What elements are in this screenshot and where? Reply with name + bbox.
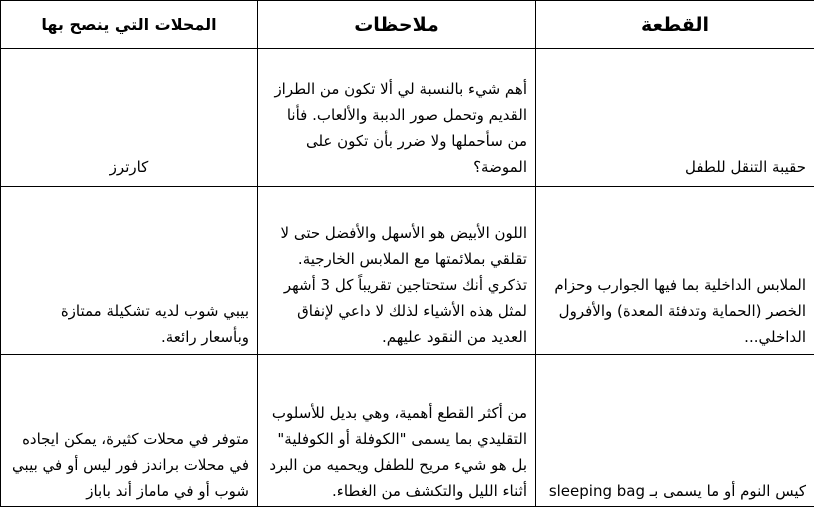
cell-notes: أهم شيء بالنسبة لي ألا تكون من الطراز القديم وتحمل صور الدببة والألعاب. فأنا من سأحملها ولا ضرر بأن تكون على الموضة؟: [258, 49, 536, 187]
header-row: [1, 1, 814, 49]
cell-notes: اللون الأبيض هو الأسهل والأفضل حتى لا تقلقي بملائمتها مع الملابس الخارجية. تذكري أنك ستحتاجين تقريباً كل 3 أشهر لمثل هذه الأشياء لذلك لا داعي لإنفاق العديد من النقود عليهم.: [258, 187, 536, 355]
cell-shops: كارترز: [1, 49, 258, 187]
table-row: [1, 355, 814, 507]
cell-item: حقيبة التنقل للطفل: [536, 49, 814, 187]
header-item: القطعة: [536, 1, 814, 49]
cell-shops: متوفر في محلات كثيرة، يمكن ايجاده في محلات براندز فور ليس أو في بيبي شوب أو في ماماز أند باباز: [1, 355, 258, 507]
cell-shops: بيبي شوب لديه تشكيلة ممتازة وبأسعار رائعة.: [1, 187, 258, 355]
cell-notes: من أكثر القطع أهمية، وهي بديل للأسلوب التقليدي بما يسمى "الكوفلة أو الكوفلية" بل هو شيء مريح للطفل ويحميه من البرد أثناء الليل والتكشف من الغطاء.: [258, 355, 536, 507]
cell-item: الملابس الداخلية بما فيها الجوارب وحزام الخصر (الحماية وتدفئة المعدة) والأفرول الداخلي...: [536, 187, 814, 355]
table-row: [1, 49, 814, 187]
header-notes: ملاحظات: [258, 1, 536, 49]
table-row: [1, 187, 814, 355]
cell-item: كيس النوم أو ما يسمى بـ sleeping bag: [536, 355, 814, 507]
header-shops: المحلات التي ينصح بها: [1, 1, 258, 49]
